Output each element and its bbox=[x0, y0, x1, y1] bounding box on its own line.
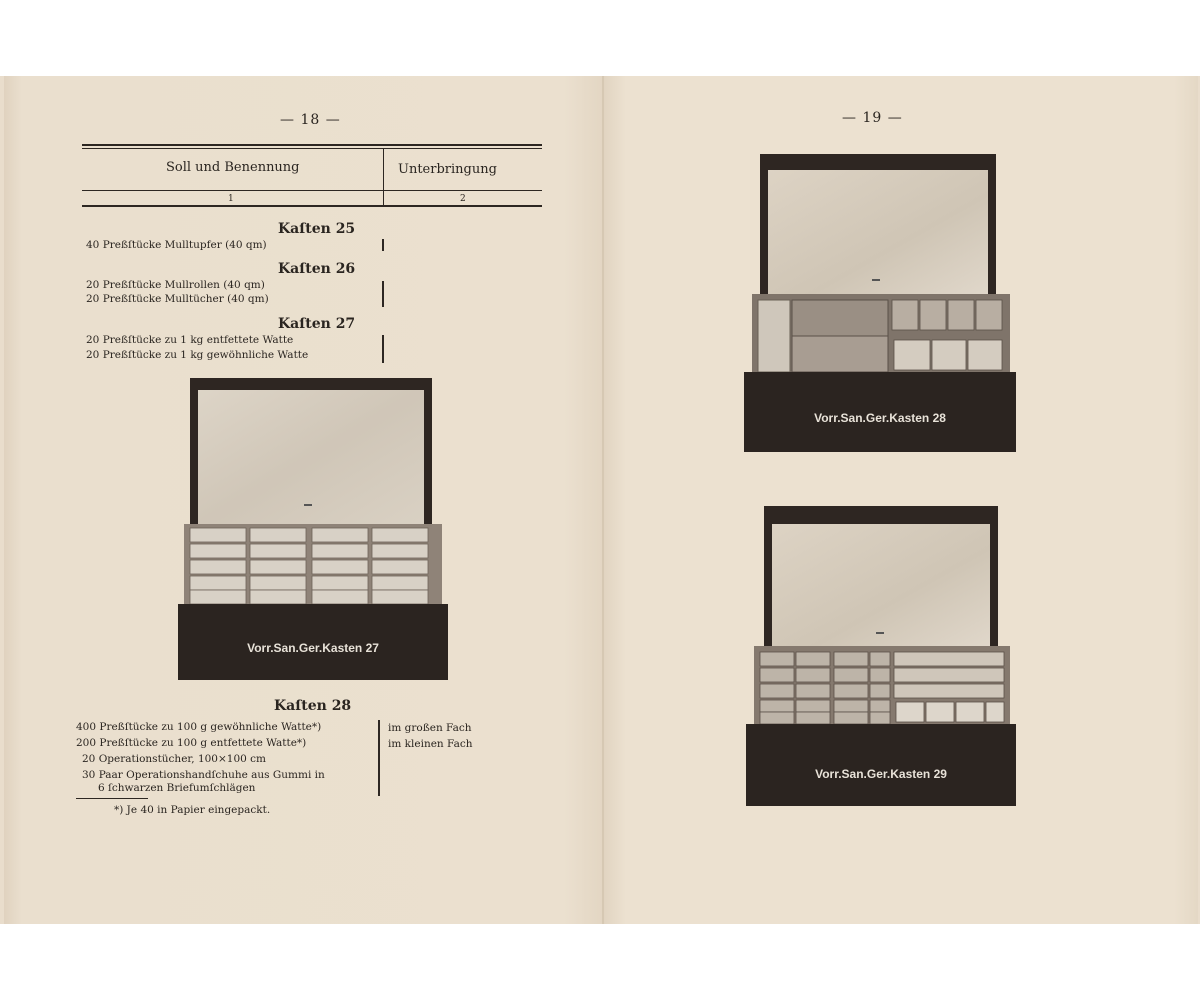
item-line: 20 Preßſtücke zu 1 kg entfettete Watte bbox=[86, 334, 294, 346]
column-bar bbox=[382, 239, 384, 251]
header-top-rule bbox=[82, 144, 542, 146]
footnote: *) Je 40 in Papier eingepackt. bbox=[114, 804, 271, 816]
photo-kasten-27 bbox=[174, 376, 450, 682]
header-top-rule-thin bbox=[82, 148, 542, 149]
item-line: 400 Preßſtücke zu 100 g gewöhnliche Watte*) bbox=[76, 721, 322, 733]
photo-caption-kasten-27: Vorr.San.Ger.Kasten 27 bbox=[247, 641, 379, 655]
item-line: 20 Preßſtücke zu 1 kg gewöhnliche Watte bbox=[86, 349, 309, 361]
item-line: 6 ſchwarzen Briefumſchlägen bbox=[98, 782, 256, 794]
item-line: 40 Preßſtücke Mulltupfer (40 qm) bbox=[86, 239, 267, 251]
section-title-kasten-27: Kaſten 27 bbox=[278, 316, 356, 332]
placement-small: im kleinen Fach bbox=[388, 738, 473, 750]
section-title-kasten-28: Kaſten 28 bbox=[274, 698, 352, 714]
photo-caption-kasten-28: Vorr.San.Ger.Kasten 28 bbox=[814, 411, 946, 425]
right-page bbox=[604, 76, 1198, 924]
column-bar bbox=[382, 281, 384, 307]
page-number: — 19 — bbox=[842, 110, 903, 126]
column-bar bbox=[378, 720, 380, 796]
page-number: — 18 — bbox=[280, 112, 341, 128]
item-line: 200 Preßſtücke zu 100 g entfettete Watte*) bbox=[76, 737, 307, 749]
section-title-kasten-26: Kaſten 26 bbox=[278, 261, 356, 277]
photo-caption-kasten-29: Vorr.San.Ger.Kasten 29 bbox=[815, 767, 947, 781]
header-column-divider bbox=[383, 148, 384, 206]
book-spread bbox=[0, 76, 1200, 924]
photo-kasten-28 bbox=[744, 154, 1016, 454]
column-header-unterbringung: Unterbringung bbox=[398, 162, 497, 177]
left-page bbox=[4, 76, 602, 924]
item-line: 20 Operationstücher, 100×100 cm bbox=[82, 753, 267, 765]
footnote-rule bbox=[76, 798, 148, 799]
column-number-2: 2 bbox=[460, 194, 466, 204]
column-header-soll: Soll und Benennung bbox=[166, 160, 300, 175]
column-bar bbox=[382, 335, 384, 363]
placement-large: im großen Fach bbox=[388, 722, 472, 734]
item-line: 20 Preßſtücke Mullrollen (40 qm) bbox=[86, 279, 265, 291]
header-bottom-rule bbox=[82, 205, 542, 207]
section-title-kasten-25: Kaſten 25 bbox=[278, 221, 356, 237]
item-line: 20 Preßſtücke Mulltücher (40 qm) bbox=[86, 293, 269, 305]
item-line: 30 Paar Operationshandſchuhe aus Gummi in bbox=[82, 769, 325, 781]
column-number-1: 1 bbox=[228, 194, 234, 204]
photo-kasten-29 bbox=[746, 506, 1016, 808]
header-number-rule bbox=[82, 190, 542, 191]
